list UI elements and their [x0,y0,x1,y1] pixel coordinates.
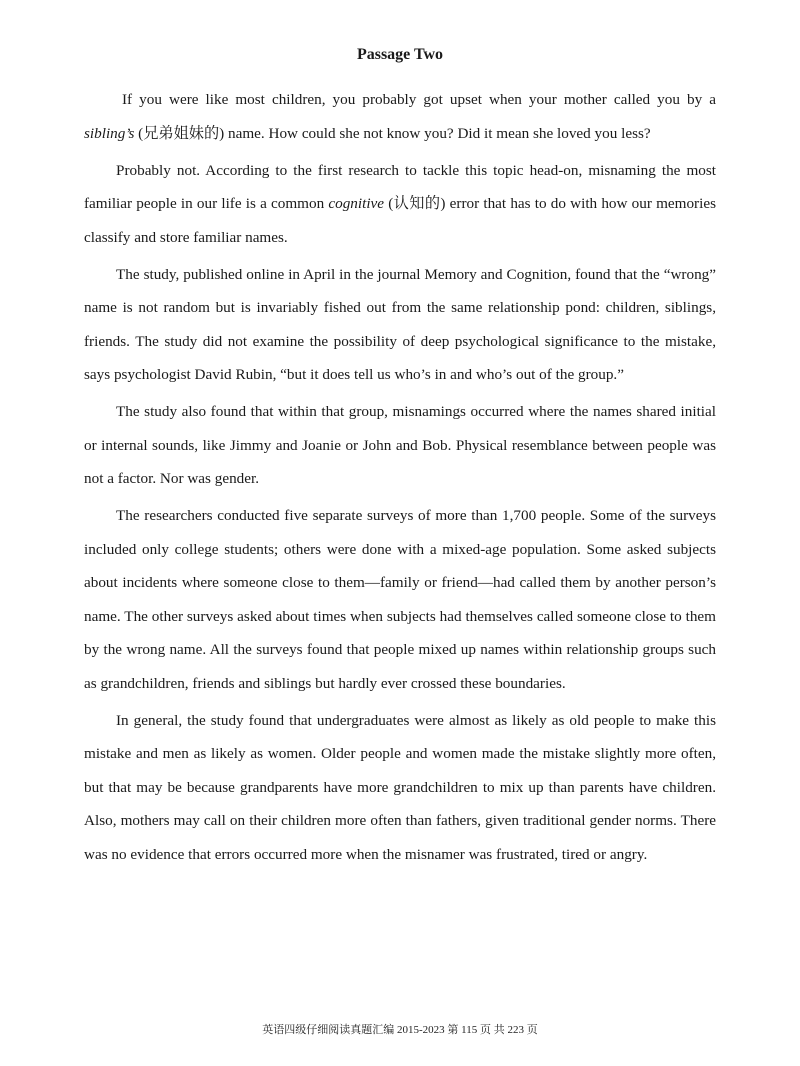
paragraph-1-text-b: (兄弟姐妹的) name. How could she not know you? Did it mean she loved you less? [134,124,651,142]
paragraph-3: The study, published online in April in the journal Memory and Cognition, found that the “wrong” name is not random but is invariably fished out from the same relationship pond: children, siblings, friends. The study did not examine the possibility of deep psychological significance to the mistake, says psychologist David Rubin, “but it does tell us who’s in and who’s out of the group.” [84,265,716,383]
italic-term-siblings: sibling’s [84,124,135,142]
paragraph-1 [84,83,716,150]
passage-body [84,83,716,871]
italic-term-cognitive: cognitive [328,195,385,212]
paragraph-2-text-a: Probably not. According to the first research to tackle this topic head-on, misnaming the most familiar people in our life is a common [84,161,716,212]
passage-title: Passage Two [356,46,444,63]
paragraph-2-text-b: (认知的) error that has to do with how our memories classify and store familiar names. [84,195,716,246]
page-footer: 英语四级仔细阅读真题汇编 2015-2023 第 115 页 共 223 页 [262,1024,538,1036]
paragraph-6: In general, the study found that undergraduates were almost as likely as old people to make this mistake and men as likely as women. Older people and women made the mistake slightly more often, but that may be because grandparents have more grandchildren to mix up than parents have children. Also, mothers may call on their children more often than fathers, given traditional gender norms. There was no evidence that errors occurred more when the misnamer was frustrated, tired or angry. [84,711,716,863]
paragraph-5: The researchers conducted five separate surveys of more than 1,700 people. Some of the surveys included only college students; others were done with a mixed-age population. Some asked subjects about incidents where someone close to them—family or friend—had called them by another person’s name. The other surveys asked about times when subjects had themselves called someone close to them by the wrong name. All the surveys found that people mixed up names within relationship groups such as grandchildren, friends and siblings but hardly ever crossed these boundaries. [84,507,716,692]
paragraph-2 [84,154,716,255]
paragraph-4: The study also found that within that group, misnamings occurred where the names shared initial or internal sounds, like Jimmy and Joanie or John and Bob. Physical resemblance between people was not a factor. Nor was gender. [84,403,716,487]
paragraph-1-text-a: If you were like most children, you probably got upset when your mother called you by a [122,91,716,108]
